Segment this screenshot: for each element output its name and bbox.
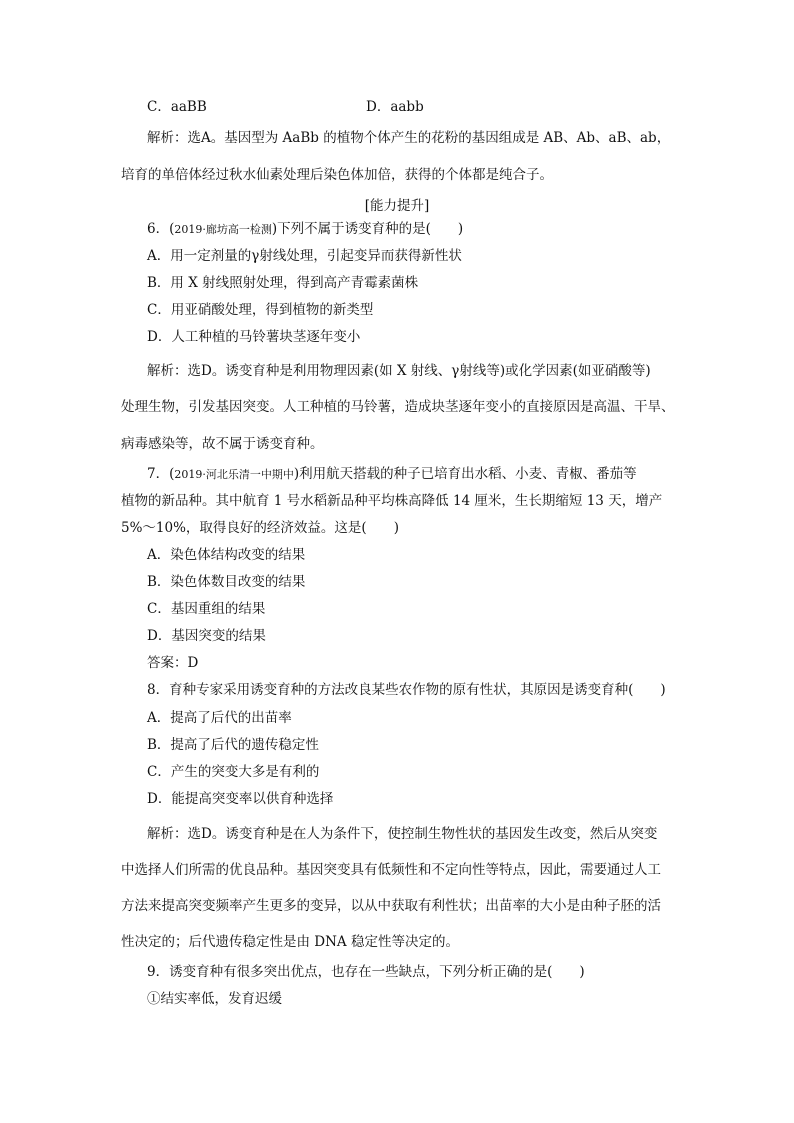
q5-option-d: D．aabb bbox=[366, 99, 424, 115]
q5-analysis-line-2: 培育的单倍体经过秋水仙素处理后染色体加倍，获得的个体都是纯合子。 bbox=[121, 167, 553, 183]
q6-stem-text: )下列不属于诱变育种的是( ) bbox=[271, 221, 464, 237]
q6-option-c: C．用亚硝酸处理，得到植物的新类型 bbox=[147, 302, 374, 318]
q9-stem: 9．诱变育种有很多突出优点，也存在一些缺点，下列分析正确的是( ) bbox=[147, 964, 585, 980]
q7-stem-line-2: 植物的新品种。其中航育 1 号水稻新品种平均株高降低 14 厘米，生长期缩短 13 天，增产 bbox=[121, 493, 663, 509]
q8-option-c: C．产生的突变大多是有利的 bbox=[147, 764, 320, 780]
q6-option-d: D．人工种植的马铃薯块茎逐年变小 bbox=[147, 329, 361, 345]
q6-source: 2019·廊坊高一检测 bbox=[174, 223, 272, 236]
q6-stem bbox=[147, 220, 463, 239]
q8-stem: 8．育种专家采用诱变育种的方法改良某些农作物的原有性状，其原因是诱变育种( ) bbox=[147, 682, 666, 698]
q7-stem-text: )利用航天搭载的种子已培育出水稻、小麦、青椒、番茄等 bbox=[293, 466, 637, 482]
q8-analysis-line-2: 中选择人们所需的优良品种。基因突变具有低频性和不定向性等特点，因此，需要通过人工 bbox=[121, 862, 661, 878]
q8-option-d: D．能提高突变率以供育种选择 bbox=[147, 791, 334, 807]
q8-option-a: A．提高了后代的出苗率 bbox=[147, 710, 292, 726]
q7-number: 7．( bbox=[147, 466, 175, 482]
q8-analysis-line-1: 解析：选D。诱变育种是在人为条件下，使控制生物性状的基因发生改变，然后从突变 bbox=[147, 826, 658, 842]
q7-option-b: B．染色体数目改变的结果 bbox=[147, 574, 306, 590]
q6-analysis-line-1: 解析：选D。诱变育种是利用物理因素(如 X 射线、γ射线等)或化学因素(如亚硝酸等) bbox=[147, 363, 651, 379]
q6-analysis-line-3: 病毒感染等，故不属于诱变育种。 bbox=[121, 436, 324, 452]
q7-option-d: D．基因突变的结果 bbox=[147, 628, 266, 644]
q5-analysis-line-1: 解析：选A。基因型为 AaBb 的植物个体产生的花粉的基因组成是 AB、Ab、aB、ab， bbox=[147, 130, 671, 146]
q6-number: 6．( bbox=[147, 221, 175, 237]
q8-analysis-line-3: 方法来提高突变频率产生更多的变异，以从中获取有利性状；出苗率的大小是由种子胚的活 bbox=[121, 898, 661, 914]
q7-option-a: A．染色体结构改变的结果 bbox=[147, 547, 306, 563]
q9-item-1: ①结实率低，发育迟缓 bbox=[147, 991, 282, 1007]
q7-stem-line-3: 5%～10%，取得良好的经济效益。这是( ) bbox=[121, 520, 399, 536]
q7-answer: 答案：D bbox=[147, 655, 199, 671]
section-title: [能力提升] bbox=[364, 198, 430, 214]
q6-analysis-line-2: 处理生物，引发基因突变。人工种植的马铃薯，造成块茎逐年变小的直接原因是高温、干旱、 bbox=[121, 399, 675, 415]
q5-option-c: C．aaBB bbox=[147, 99, 207, 115]
q7-source: 2019·河北乐清一中期中 bbox=[174, 468, 294, 481]
q6-option-a: A．用一定剂量的γ射线处理，引起变异而获得新性状 bbox=[147, 248, 462, 264]
q7-stem bbox=[147, 465, 637, 484]
q7-option-c: C．基因重组的结果 bbox=[147, 601, 266, 617]
q8-analysis-line-4: 性决定的；后代遗传稳定性是由 DNA 稳定性等决定的。 bbox=[121, 934, 459, 950]
q8-option-b: B．提高了后代的遗传稳定性 bbox=[147, 737, 319, 753]
q6-option-b: B．用 X 射线照射处理，得到高产青霉素菌株 bbox=[147, 275, 419, 291]
